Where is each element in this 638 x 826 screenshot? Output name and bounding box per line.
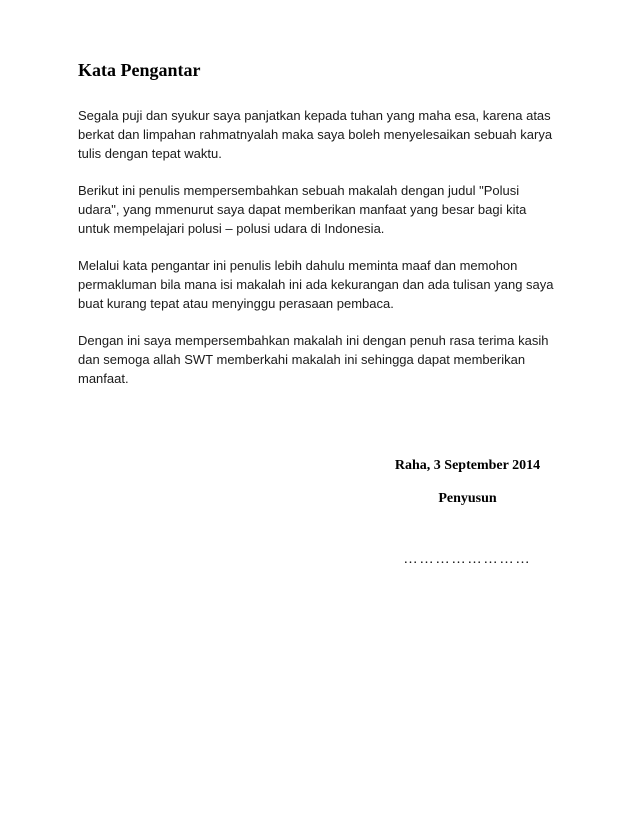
signature-role: Penyusun xyxy=(438,491,497,506)
paragraph-line: tulis dengan tepat waktu. xyxy=(78,146,222,161)
paragraph-2 xyxy=(78,181,568,238)
signature-place-date: Raha, 3 September 2014 xyxy=(394,458,541,473)
paragraph-line: Segala puji dan syukur saya panjatkan kepada tuhan yang maha esa, karena atas xyxy=(78,108,551,123)
paragraph-3 xyxy=(78,256,568,313)
paragraph-line: manfaat. xyxy=(78,371,129,386)
paragraph-line: untuk mempelajari polusi – polusi udara di Indonesia. xyxy=(78,221,385,236)
paragraph-line: permakluman bila mana isi makalah ini ada kekurangan dan ada tulisan yang saya xyxy=(78,277,554,292)
paragraph-line: berkat dan limpahan rahmatnyalah maka saya boleh menyelesaikan sebuah karya xyxy=(78,127,553,142)
paragraph-4 xyxy=(78,331,568,388)
document-body xyxy=(78,106,568,406)
paragraph-line: Melalui kata pengantar ini penulis lebih dahulu meminta maaf dan memohon xyxy=(78,258,518,273)
paragraph-line: buat kurang tepat atau menyinggu perasaan pembaca. xyxy=(78,296,394,311)
paragraph-line: Berikut ini penulis mempersembahkan sebuah makalah dengan judul "Polusi xyxy=(78,183,520,198)
paragraph-line: Dengan ini saya mempersembahkan makalah ini dengan penuh rasa terima kasih xyxy=(78,333,549,348)
signature-name-placeholder: …………………… xyxy=(403,552,532,567)
paragraph-line: udara", yang mmenurut saya dapat memberikan manfaat yang besar bagi kita xyxy=(78,202,527,217)
document-title: Kata Pengantar xyxy=(78,60,201,80)
paragraph-1 xyxy=(78,106,568,163)
paragraph-line: dan semoga allah SWT memberkahi makalah ini sehingga dapat memberikan xyxy=(78,352,526,367)
